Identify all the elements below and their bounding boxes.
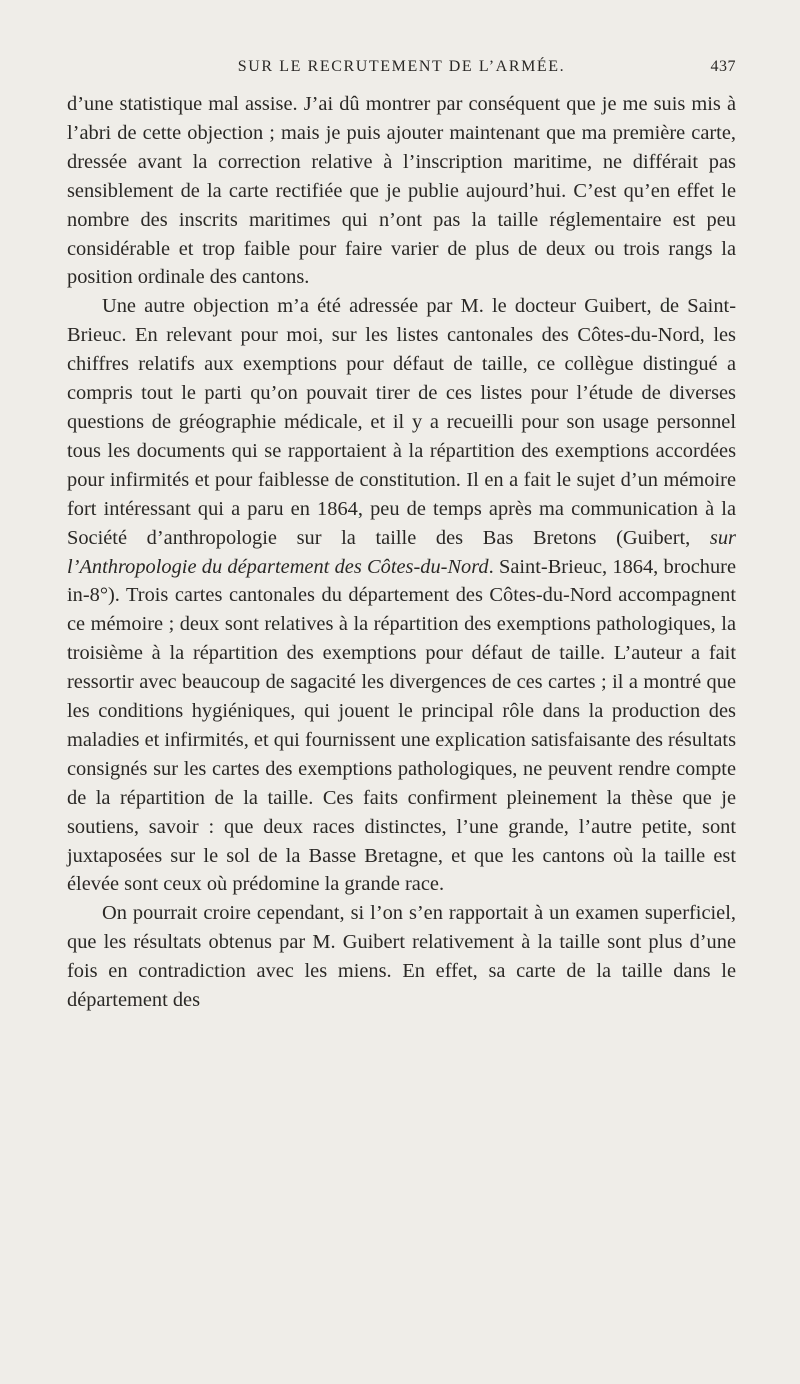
book-title-italic: sur l’Anthropologie du département des Côtes-du-Nord — [67, 526, 736, 578]
paragraph-text: . Saint-Brieuc, 1864, brochure in-8°). Trois cartes cantonales du département des Côtes-du-Nord accompagnent ce mémoire ; deux sont relatives à la répartition des exemptions pathologiques, la troisième à la répartition des exemptions pour défaut de taille. L’auteur a fait ressortir avec beaucoup de sagacité les divergences de ces cartes ; il a montré que les conditions hygiéniques, qui jouent le principal rôle dans la production des maladies et infirmités, et qui fournissent une explication satisfaisante des résultats consignés sur les cartes des exemptions pathologiques, ne peuvent rendre compte de la répartition de la taille. Ces faits confirment pleinement la thèse que je soutiens, savoir : que deux races distinctes, l’une grande, l’autre petite, sont juxtaposées sur le sol de la Basse Bretagne, et que les cantons où la taille est élevée sont ceux où prédomine la grande race. — [67, 555, 736, 896]
running-head — [67, 58, 736, 86]
paragraph-continued: d’une statistique mal assise. J’ai dû montrer par conséquent que je me suis mis à l’abri de cette objection ; mais je puis ajouter maintenant que ma première carte, dressée avant la correction relative à l’inscription maritime, ne différait pas sensiblement de la carte rectifiée que je publie aujourd’hui. C’est qu’en effet le nombre des inscrits maritimes qui n’ont pas la taille réglementaire est peu considérable et trop faible pour faire varier de plus de deux ou trois rangs la position ordinale des cantons. — [67, 93, 736, 289]
paragraph-superficial-exam: On pourrait croire cependant, si l’on s’en rapportait à un examen superficiel, que les résultats obtenus par M. Guibert relativement à la taille sont plus d’une fois en contradiction avec les miens. En effet, sa carte de la taille dans le département des — [67, 902, 736, 1012]
running-head-title: SUR LE RECRUTEMENT DE L’ARMÉE. — [237, 58, 566, 75]
paragraph-guibert-objection — [67, 292, 736, 899]
page-number: 437 — [710, 58, 736, 75]
paragraph-text: Une autre objection m’a été adressée par M. le docteur Guibert, de Saint-Brieuc. En relevant pour moi, sur les listes cantonales des Côtes-du-Nord, les chiffres relatifs aux exemptions pour défaut de taille, ce collègue distingué a compris tout le parti qu’on pouvait tirer de ces listes pour l’étude de diverses questions de gréographie médicale, et il y a recueilli pour son usage personnel tous les documents qui se rapportaient à la répartition des exemptions accordées pour infirmités et pour faiblesse de constitution. Il en a fait le sujet d’un mémoire fort intéressant qui a paru en 1864, peu de temps après ma communication à la Société d’anthropologie sur la taille des Bas Bretons (Guibert, — [67, 295, 736, 549]
body-text — [67, 90, 736, 1015]
